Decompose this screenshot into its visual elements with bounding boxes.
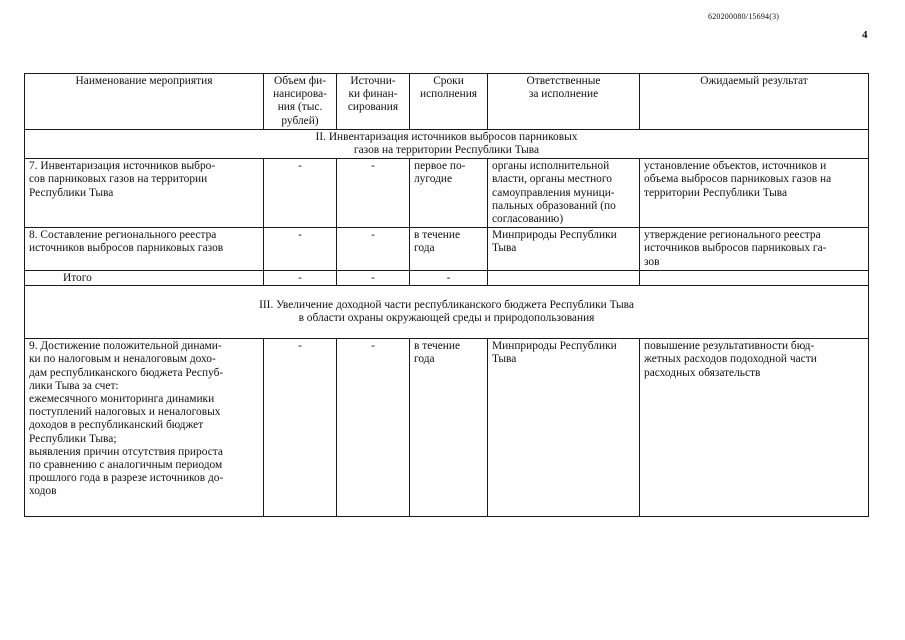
header-activity-name: Наименование мероприятия (25, 74, 264, 130)
row-9-volume: - (264, 339, 337, 517)
table-header-row (25, 74, 869, 130)
total-responsible-empty (488, 270, 640, 285)
header-responsible: Ответственные за исполнение (488, 74, 640, 130)
row-7-volume: - (264, 159, 337, 228)
row-7-activity: 7. Инвентаризация источников выбро- сов парниковых газов на территории Республики Тыва (25, 159, 264, 228)
total-row (25, 270, 869, 285)
header-deadline: Сроки исполнения (410, 74, 488, 130)
header-funding-source: Источни- ки финан- сирования (337, 74, 410, 130)
row-7-responsible: органы исполнительной власти, органы местного самоуправления муници- пальных образований (по согласованию) (488, 159, 640, 228)
plan-table (24, 73, 869, 517)
total-volume: - (264, 270, 337, 285)
table-row (25, 339, 869, 517)
header-expected-result: Ожидаемый результат (640, 74, 869, 130)
row-9-result: повышение результативности бюд- жетных расходов подоходной части расходных обязательств (640, 339, 869, 517)
document-code: 620200080/15694(3) (708, 12, 780, 21)
section-heading-row (25, 129, 869, 158)
total-result-empty (640, 270, 869, 285)
row-9-responsible: Минприроды Республики Тыва (488, 339, 640, 517)
row-9-source: - (337, 339, 410, 517)
table-row (25, 159, 869, 228)
total-source: - (337, 270, 410, 285)
row-9-term: в течение года (410, 339, 488, 517)
row-7-source: - (337, 159, 410, 228)
row-8-term: в течение года (410, 228, 488, 271)
page-number: 4 (862, 29, 868, 41)
total-label: Итого (25, 270, 264, 285)
row-8-volume: - (264, 228, 337, 271)
row-8-activity: 8. Составление регионального реестра источников выбросов парниковых газов (25, 228, 264, 271)
table-row (25, 228, 869, 271)
section-2-title: II. Инвентаризация источников выбросов парниковых газов на территории Республики Тыва (25, 129, 869, 158)
total-term: - (410, 270, 488, 285)
row-8-result: утверждение регионального реестра источников выбросов парниковых га- зов (640, 228, 869, 271)
row-8-responsible: Минприроды Республики Тыва (488, 228, 640, 271)
row-8-source: - (337, 228, 410, 271)
row-7-result: установление объектов, источников и объема выбросов парниковых газов на территории Республики Тыва (640, 159, 869, 228)
header-funding-volume: Объем фи- нансирова- ния (тыс. рублей) (264, 74, 337, 130)
section-heading-row (25, 285, 869, 338)
plan-table-wrapper (24, 73, 869, 517)
section-3-title: III. Увеличение доходной части республиканского бюджета Республики Тыва в области охраны окружающей среды и природопользования (25, 285, 869, 338)
row-7-term: первое по- лугодие (410, 159, 488, 228)
row-9-activity: 9. Достижение положительной динами- ки по налоговым и неналоговым дохо- дам республиканского бюджета Респуб- лики Тыва за счет: ежемесячного мониторинга динамики поступлений налоговых и неналоговых доходов в республиканский бюджет Республики Тыва; выявления причин отсутствия прироста по сравнению с аналогичным периодом прошлого года в разрезе источников до- ходов (25, 339, 264, 517)
